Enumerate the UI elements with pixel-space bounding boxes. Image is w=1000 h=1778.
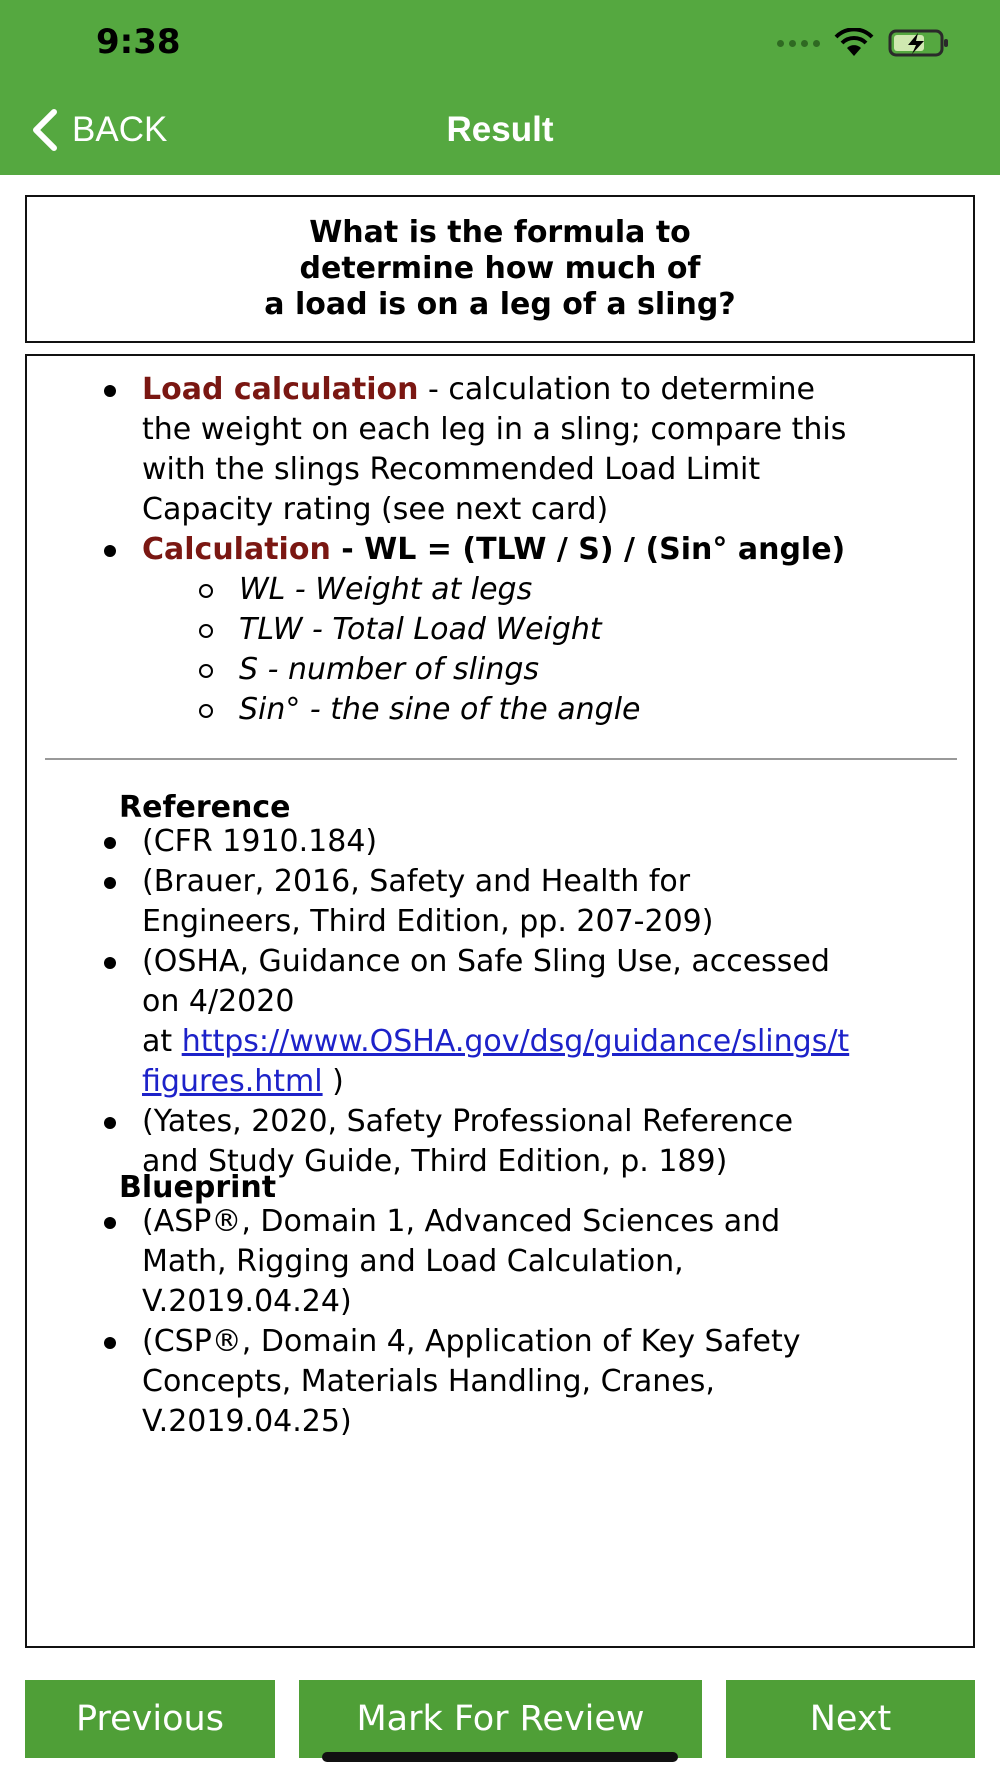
- list-item: (OSHA, Guidance on Safe Sling Use, accessed on 4/2020 at https://www.OSHA.gov/dsg/guidance/slings/t figures.html ): [142, 942, 975, 1102]
- formula: - WL = (TLW / S) / (Sin° angle): [330, 532, 846, 567]
- back-label: BACK: [72, 110, 168, 149]
- formula-legend: [142, 570, 972, 730]
- wifi-icon: [834, 28, 874, 58]
- legend-item: WL - Weight at legs: [239, 570, 972, 610]
- list-item: (ASP®, Domain 1, Advanced Sciences and Math, Rigging and Load Calculation, V.2019.04.24): [142, 1202, 975, 1322]
- blueprint-title: Blueprint: [119, 1170, 277, 1205]
- question-text: What is the formula to determine how much of a load is on a leg of a sling?: [264, 215, 736, 322]
- cellular-signal-icon: [777, 40, 820, 47]
- status-time: 9:38: [96, 22, 181, 62]
- legend-item: TLW - Total Load Weight: [239, 610, 972, 650]
- legend-item: S - number of slings: [239, 650, 972, 690]
- list-item: (Brauer, 2016, Safety and Health for Engineers, Third Edition, pp. 207-209): [142, 862, 975, 942]
- list-item: [142, 530, 972, 730]
- header-bar: [0, 0, 1000, 175]
- answer-content: [27, 356, 975, 1439]
- list-item: (CSP®, Domain 4, Application of Key Safety Concepts, Materials Handling, Cranes, V.2019.04.25): [142, 1322, 975, 1442]
- divider: [45, 758, 957, 760]
- osha-link-continued[interactable]: figures.html: [142, 1064, 323, 1099]
- list-item: (CFR 1910.184): [142, 822, 975, 862]
- list-item: (Yates, 2020, Safety Professional Reference and Study Guide, Third Edition, p. 189): [142, 1102, 975, 1182]
- legend-item: Sin° - the sine of the angle: [239, 690, 972, 730]
- reference-list: [142, 822, 975, 1182]
- home-indicator[interactable]: [322, 1752, 678, 1762]
- term-calculation: Calculation: [142, 532, 331, 567]
- term-load-calculation: Load calculation: [142, 372, 419, 407]
- battery-charging-icon: [888, 28, 950, 58]
- mark-for-review-button[interactable]: Mark For Review: [299, 1680, 702, 1758]
- list-item: Load calculation - calculation to determine the weight on each leg in a sling; compare this with the slings Recommended Load Limit Capacity rating (see next card): [142, 370, 972, 530]
- next-button[interactable]: Next: [726, 1680, 975, 1758]
- status-icons: [777, 28, 950, 58]
- page-title: Result: [446, 110, 554, 149]
- answer-card[interactable]: [25, 354, 975, 1648]
- reference-title: Reference: [119, 790, 291, 825]
- previous-button[interactable]: Previous: [25, 1680, 275, 1758]
- blueprint-list: [142, 1202, 975, 1442]
- answer-list: [27, 356, 972, 730]
- osha-link[interactable]: https://www.OSHA.gov/dsg/guidance/slings/t: [181, 1024, 850, 1059]
- question-card: [25, 195, 975, 343]
